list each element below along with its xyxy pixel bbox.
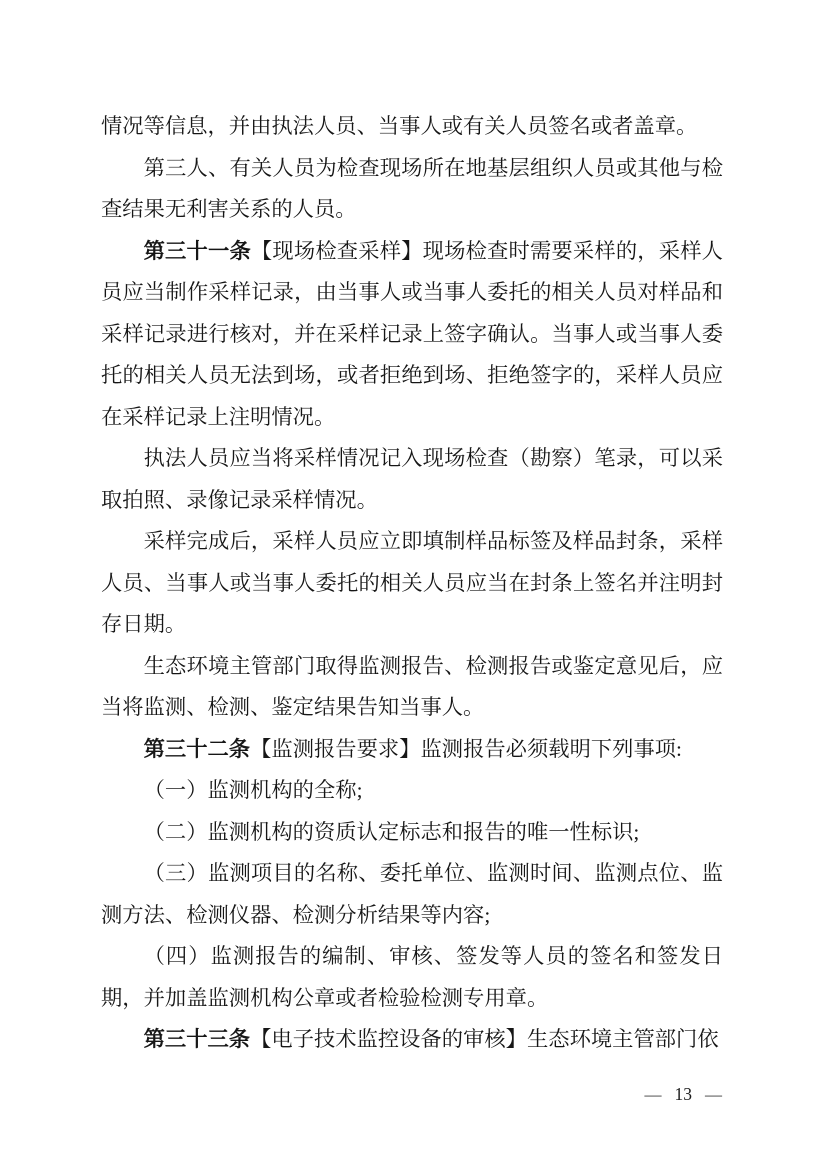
- document-body: [101, 106, 723, 1061]
- paragraph-text: （三）监测项目的名称、委托单位、监测时间、监测点位、监测方法、检测仪器、检测分析结果等内容;: [101, 861, 723, 927]
- paragraph: [101, 812, 723, 854]
- footer-dash-right: —: [705, 1085, 722, 1104]
- paragraph-text: 执法人员应当将采样情况记入现场检查（勘察）笔录，可以采取拍照、录像记录采样情况。: [101, 446, 723, 512]
- article-title-text: 【监测报告要求】: [250, 736, 421, 761]
- article-title-text: 【现场检查采样】: [250, 238, 423, 263]
- paragraph-text: 现场检查时需要采样的，采样人员应当制作采样记录，由当事人或当事人委托的相关人员对样品和采样记录进行核对，并在采样记录上签字确认。当事人或当事人委托的相关人员无法到场，或者拒绝到场、拒绝签字的，采样人员应在采样记录上注明情况。: [101, 238, 723, 429]
- article-number-text: 第三十二条: [143, 736, 251, 761]
- paragraph-text: （四）监测报告的编制、审核、签发等人员的签名和签发日期，并加盖监测机构公章或者检验检测专用章。: [101, 944, 723, 1010]
- paragraph-text: 第三人、有关人员为检查现场所在地基层组织人员或其他与检查结果无利害关系的人员。: [101, 155, 723, 221]
- article-title-text: 【电子技术监控设备的审核】: [250, 1027, 527, 1051]
- footer-dash-left: —: [644, 1085, 662, 1104]
- paragraph: [101, 729, 723, 771]
- paragraph: [101, 770, 723, 812]
- paragraph: [101, 853, 723, 936]
- paragraph: [101, 1019, 723, 1061]
- article-number-text: 第三十三条: [143, 1027, 251, 1051]
- paragraph: [101, 231, 723, 439]
- paragraph-text: 生态环境主管部门依: [526, 1027, 719, 1051]
- page-footer: [645, 1084, 723, 1105]
- paragraph-text: （一）监测机构的全称;: [143, 778, 363, 802]
- paragraph: [101, 646, 723, 729]
- paragraph-text: （二）监测机构的资质认定标志和报告的唯一性标识;: [143, 819, 640, 844]
- paragraph: [101, 438, 723, 521]
- paragraph: [101, 148, 723, 231]
- paragraph: [101, 106, 723, 148]
- paragraph: [101, 936, 723, 1019]
- paragraph-text: 情况等信息，并由执法人员、当事人或有关人员签名或者盖章。: [101, 114, 698, 138]
- paragraph-text: 监测报告必须载明下列事项:: [420, 736, 682, 761]
- paragraph-text: 生态环境主管部门取得监测报告、检测报告或鉴定意见后，应当将监测、检测、鉴定结果告知当事人。: [101, 653, 723, 719]
- paragraph-text: 采样完成后，采样人员应立即填制样品标签及样品封条，采样人员、当事人或当事人委托的相关人员应当在封条上签名并注明封存日期。: [101, 529, 723, 636]
- article-number-text: 第三十一条: [143, 238, 251, 263]
- page-number: 13: [674, 1084, 692, 1104]
- paragraph: [101, 521, 723, 646]
